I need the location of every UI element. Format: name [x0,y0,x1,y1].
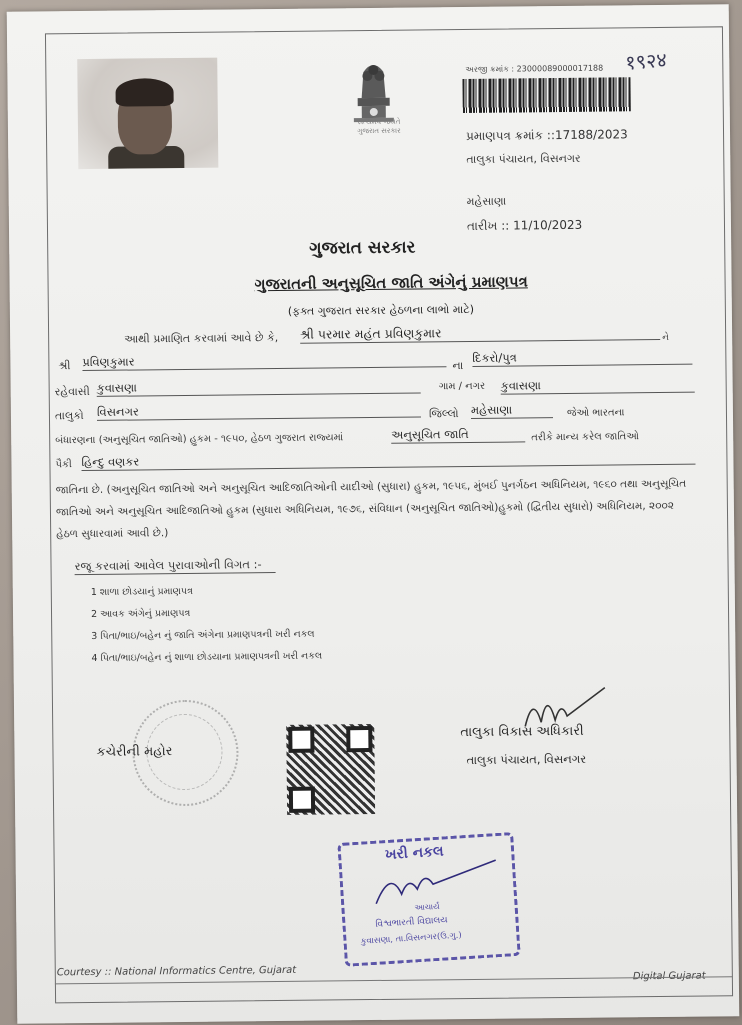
signatory-title: તાલુકા વિકાસ અધિકારી [460,723,584,741]
constitution-label: બંધારણના (અનુસૂચિત જાતિઓ) હુકમ - ૧૯૫૦, હેઠળ ગુજરાત રાજ્યમાં [55,432,344,447]
document-item-1: 1 શાળા છોડયાનું પ્રમાણપત્ર [90,585,193,598]
resident-value: કુવાસણા [97,377,421,396]
documents-heading: રજૂ કરવામાં આવેલ પુરાવાઓની વિગત :- [74,557,275,575]
stamp-line-3: કુવાસણા, તા.વિસનગર(ઉ.ગુ.) [360,930,462,947]
among-label: પૈકી [55,459,72,471]
certificate-subtitle: (ફક્ત ગુજરાત સરકાર હેઠળના લાભો માટે) [287,302,475,318]
office-line: તાલુકા પંચાયત, વિસનગર [466,151,581,167]
category-value: અનુસૂચિત જાતિ [391,426,525,443]
date-line [467,218,582,234]
village-value: કુવાસણા [501,377,695,395]
emblem-motto: સત્યમેવ જયતે [357,117,401,127]
resident-label: રહેવાસી [54,384,90,399]
date-label: તારીખ :: [466,218,510,233]
certify-label: આથી પ્રમાણિત કરવામાં આવે છે કે, [124,330,279,346]
relation: દિકરો/પુત્ર [472,349,692,367]
full-name: શ્રી પરમાર મહંત પ્રવિણકુમાર [300,323,660,344]
na-label: ના [452,359,464,373]
qr-code [286,724,375,815]
village-label: ગામ / નગર [438,380,486,393]
barcode [462,77,630,113]
recognized-text: તરીકે માન્ય કરેલ જાતિઓ [531,431,639,444]
document-item-3: 3 પિતા/ભાઇ/બહેન નું જાતિ અંગેના પ્રમાણપત્રની ખરી નકલ [91,628,315,642]
applicant-photo [77,58,218,169]
stamp-line-1: આચાર્ય [414,901,440,913]
bharat-text: જેઓ ભારતના [566,407,625,419]
district-value: મહેસાણા [471,402,553,419]
footer-digital-gujarat: Digital Gujarat [632,970,706,983]
certificate-number-label: પ્રમાણપત્ર ક્રમાંક :: [465,128,556,144]
emblem-govt: ગુજરાત સરકાર [357,126,401,136]
certificate-page [7,4,740,1024]
national-emblem-icon [343,48,404,129]
seal-label: કચેરીની મહોર [96,744,173,760]
footer-courtesy: Courtesy :: National Informatics Centre, Gujarat [56,964,297,979]
document-item-2: 2 આવક અંગેનું પ્રમાણપત્ર [90,607,191,620]
govt-title: ગુજરાત સરકાર [309,237,416,259]
signatory-office: તાલુકા પંચાયત, વિસનગર [466,751,587,768]
certificate-title: ગુજરાતની અનુસૂચિત જાતિ અંગેનું પ્રમાણપત્ર [254,272,528,294]
certificate-number-line [466,127,628,144]
date-value: 11/10/2023 [513,217,583,233]
legal-paragraph: જાતિના છે. (અનુસૂચિત જાતિઓ અને અનુસૂચિત આદિજાતિઓની યાદીઓ (સુધારા) હુકમ, ૧૯૫૬, મુંબઈ પુનર્ગઠન અધિનિયમ, ૧૯૬૦ તથા અનુસૂચિત જાતિઓ અને અનુસૂચિત આદિજાતિઓ હુકમ (સુધારા અધિનિયમ, ૧૯૭૬, સંવિધાન (અનુસૂચિત જાતિઓ)હુકમો (દ્વિતીય સુધારો) અધિનિયમ, ૨૦૦૨ હેઠળ સુધારવામાં આવી છે.) [55,477,687,541]
taluka-value: વિસનગર [97,401,421,420]
document-item-4: 4 પિતા/ભાઇ/બહેન નું શાળા છોડયાના પ્રમાણપત્રની ખરી નકલ [91,650,323,664]
district-label: જિલ્લો [428,407,459,421]
true-copy-stamp [337,832,520,967]
stamp-line-2: વિશ્વભારતી વિદ્યાલય [375,915,448,930]
application-number: અરજી ક્રમાંક : 23000089000017188 [465,63,604,75]
taluka-label: તાલુકો [54,409,84,423]
stamp-heading: ખરી નકલ [384,843,445,864]
emblem-caption [334,117,424,136]
shri-label: શ્રી [58,359,71,373]
name-suffix: ને [662,332,669,343]
caste-value: હિન્દુ વણકર [81,449,695,471]
handwritten-number: १९२४ [624,47,668,75]
certificate-number: 17188/2023 [554,127,628,143]
district-line: મહેસાણા [466,194,507,209]
father-name: પ્રવિણકુમાર [82,351,446,371]
